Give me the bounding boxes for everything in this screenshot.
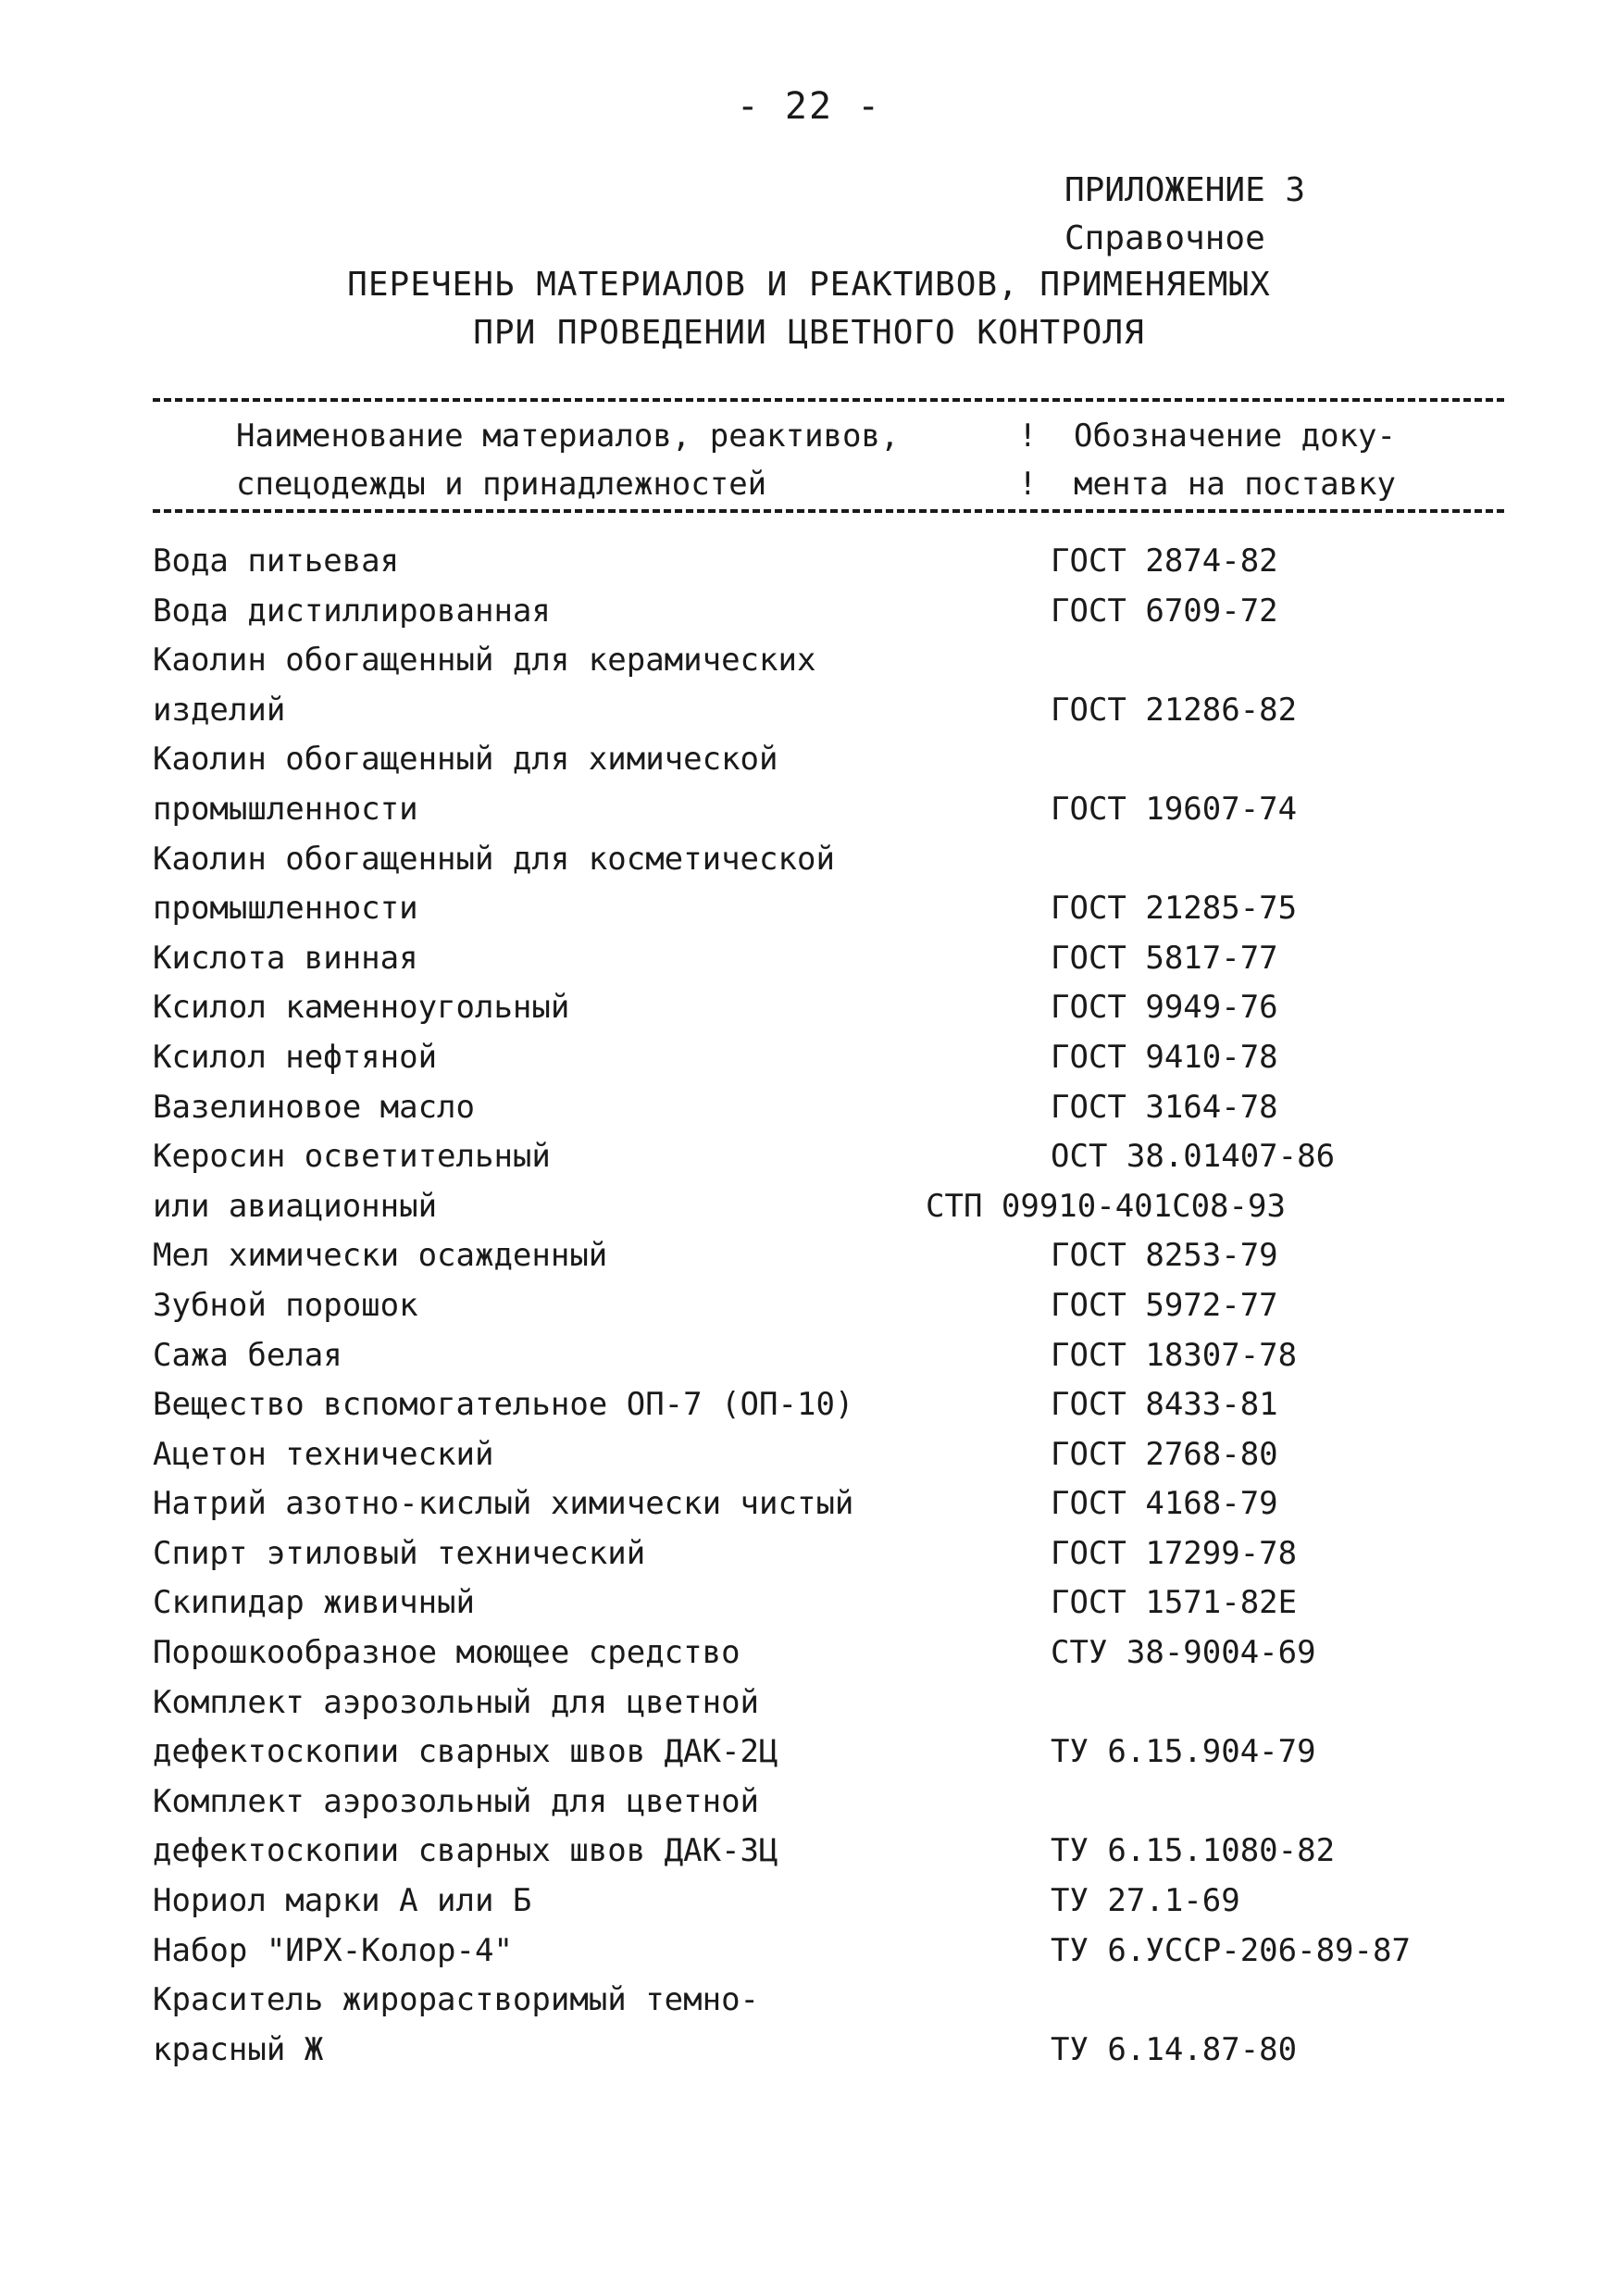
supply-document: ГОСТ 5972-77 (1051, 1286, 1278, 1324)
material-row (153, 1728, 1504, 1778)
supply-document: ГОСТ 8253-79 (1051, 1237, 1278, 1275)
column-header-document-line-2: мента на поставку (1074, 466, 1396, 503)
material-row (153, 983, 1504, 1033)
material-name: Набор "ИРХ-Колор-4" (153, 1931, 513, 1969)
material-name: Каолин обогащенный для химической (153, 741, 778, 779)
title-line-2: ПРИ ПРОВЕДЕНИИ ЦВЕТНОГО КОНТРОЛЯ (473, 314, 1145, 352)
materials-list (153, 537, 1504, 2075)
supply-document: ГОСТ 21285-75 (1051, 890, 1298, 928)
material-name: Краситель жирорастворимый темно- (153, 1981, 760, 2019)
material-row (153, 1331, 1504, 1381)
table-header-rule (153, 509, 1504, 513)
supply-document: ГОСТ 8433-81 (1051, 1386, 1278, 1424)
supply-document: ГОСТ 21286-82 (1051, 691, 1298, 729)
supply-document: ГОСТ 2768-80 (1051, 1435, 1278, 1473)
material-row (153, 1578, 1504, 1628)
appendix-heading (1064, 167, 1305, 263)
material-name: Натрий азотно-кислый химически чистый (153, 1485, 854, 1523)
material-name: Керосин осветительный (153, 1138, 551, 1176)
material-name: дефектоскопии сварных швов ДАК-2Ц (153, 1733, 778, 1771)
material-row (153, 785, 1504, 835)
supply-document: ГОСТ 19607-74 (1051, 790, 1298, 828)
material-name: промышленности (153, 790, 418, 828)
material-row (153, 1281, 1504, 1331)
column-header-document (1074, 412, 1396, 508)
title-line-1: ПЕРЕЧЕНЬ МАТЕРИАЛОВ И РЕАКТИВОВ, ПРИМЕНЯЕМЫХ (347, 266, 1271, 304)
material-row (153, 1132, 1504, 1182)
material-row (153, 1083, 1504, 1133)
material-row (153, 884, 1504, 934)
material-name: Комплект аэрозольный для цветной (153, 1782, 760, 1820)
material-name: Порошкообразное моющее средство (153, 1634, 741, 1672)
material-row (153, 1778, 1504, 1828)
material-name: Мел химически осажденный (153, 1237, 608, 1275)
appendix-label: ПРИЛОЖЕНИЕ 3 (1064, 171, 1306, 209)
supply-document: ТУ 27.1-69 (1051, 1882, 1240, 1920)
supply-document: ОСТ 38.01407-86 (1051, 1138, 1336, 1176)
material-row (153, 1628, 1504, 1678)
material-name: Ксилол нефтяной (153, 1038, 438, 1076)
table-top-rule (153, 398, 1504, 402)
material-row (153, 1976, 1504, 2026)
material-row (153, 587, 1504, 637)
material-name: Вещество вспомогательное ОП-7 (ОП-10) (153, 1386, 854, 1424)
material-name: или авиационный (153, 1187, 438, 1225)
supply-document: ГОСТ 6709-72 (1051, 592, 1278, 630)
supply-document: ГОСТ 2874-82 (1051, 543, 1278, 580)
material-row (153, 2026, 1504, 2076)
material-row (153, 735, 1504, 785)
appendix-type: Справочное (1064, 219, 1265, 257)
material-name: Кислота винная (153, 939, 418, 977)
material-row (153, 934, 1504, 984)
supply-document: ГОСТ 9949-76 (1051, 989, 1278, 1027)
material-row (153, 1231, 1504, 1281)
material-row (153, 1033, 1504, 1083)
material-row (153, 1182, 1504, 1232)
material-row (153, 1380, 1504, 1430)
column-header-materials-line-1: Наименование материалов, реактивов, (236, 418, 900, 455)
material-row (153, 636, 1504, 686)
column-separator (1018, 412, 1037, 508)
material-name: красный Ж (153, 2030, 324, 2068)
column-separator-1: ! (1018, 418, 1038, 455)
material-name: Вода дистиллированная (153, 592, 551, 630)
supply-document: СТП 09910-401С08-93 (926, 1187, 1286, 1225)
material-name: Нориол марки А или Б (153, 1882, 532, 1920)
supply-document: ГОСТ 9410-78 (1051, 1038, 1278, 1076)
supply-document: ГОСТ 1571-82Е (1051, 1584, 1298, 1622)
column-header-document-line-1: Обозначение доку- (1074, 418, 1396, 455)
material-name: Вазелиновое масло (153, 1088, 475, 1126)
column-header-materials-line-2: спецодежды и принадлежностей (236, 466, 767, 503)
material-name: Вода питьевая (153, 543, 400, 580)
material-row (153, 1927, 1504, 1977)
material-name: Зубной порошок (153, 1286, 418, 1324)
supply-document: ГОСТ 5817-77 (1051, 939, 1278, 977)
page-number: - 22 - (736, 85, 882, 128)
material-name: Комплект аэрозольный для цветной (153, 1683, 760, 1721)
material-row (153, 1529, 1504, 1579)
material-row (153, 835, 1504, 885)
column-separator-2: ! (1018, 466, 1038, 503)
supply-document: ГОСТ 18307-78 (1051, 1336, 1298, 1374)
supply-document: СТУ 38-9004-69 (1051, 1634, 1316, 1672)
material-row (153, 537, 1504, 587)
material-name: Каолин обогащенный для косметической (153, 840, 835, 878)
supply-document: ГОСТ 17299-78 (1051, 1534, 1298, 1572)
material-name: Скипидар живичный (153, 1584, 475, 1622)
material-name: изделий (153, 691, 286, 729)
material-row (153, 686, 1504, 736)
supply-document: ГОСТ 4168-79 (1051, 1485, 1278, 1523)
material-name: Ацетон технический (153, 1435, 494, 1473)
supply-document: ГОСТ 3164-78 (1051, 1088, 1278, 1126)
material-name: Спирт этиловый технический (153, 1534, 646, 1572)
material-row (153, 1678, 1504, 1728)
material-name: дефектоскопии сварных швов ДАК-3Ц (153, 1832, 778, 1870)
supply-document: ТУ 6.УССР-206-89-87 (1051, 1931, 1411, 1969)
material-row (153, 1827, 1504, 1877)
material-name: Сажа белая (153, 1336, 342, 1374)
document-title (0, 261, 1618, 357)
column-header-materials (236, 412, 899, 508)
material-row (153, 1877, 1504, 1927)
supply-document: ТУ 6.15.1080-82 (1051, 1832, 1336, 1870)
material-row (153, 1479, 1504, 1529)
supply-document: ТУ 6.14.87-80 (1051, 2030, 1298, 2068)
material-name: промышленности (153, 890, 418, 928)
material-row (153, 1430, 1504, 1480)
material-name: Ксилол каменноугольный (153, 989, 570, 1027)
supply-document: ТУ 6.15.904-79 (1051, 1733, 1316, 1771)
material-name: Каолин обогащенный для керамических (153, 642, 816, 680)
